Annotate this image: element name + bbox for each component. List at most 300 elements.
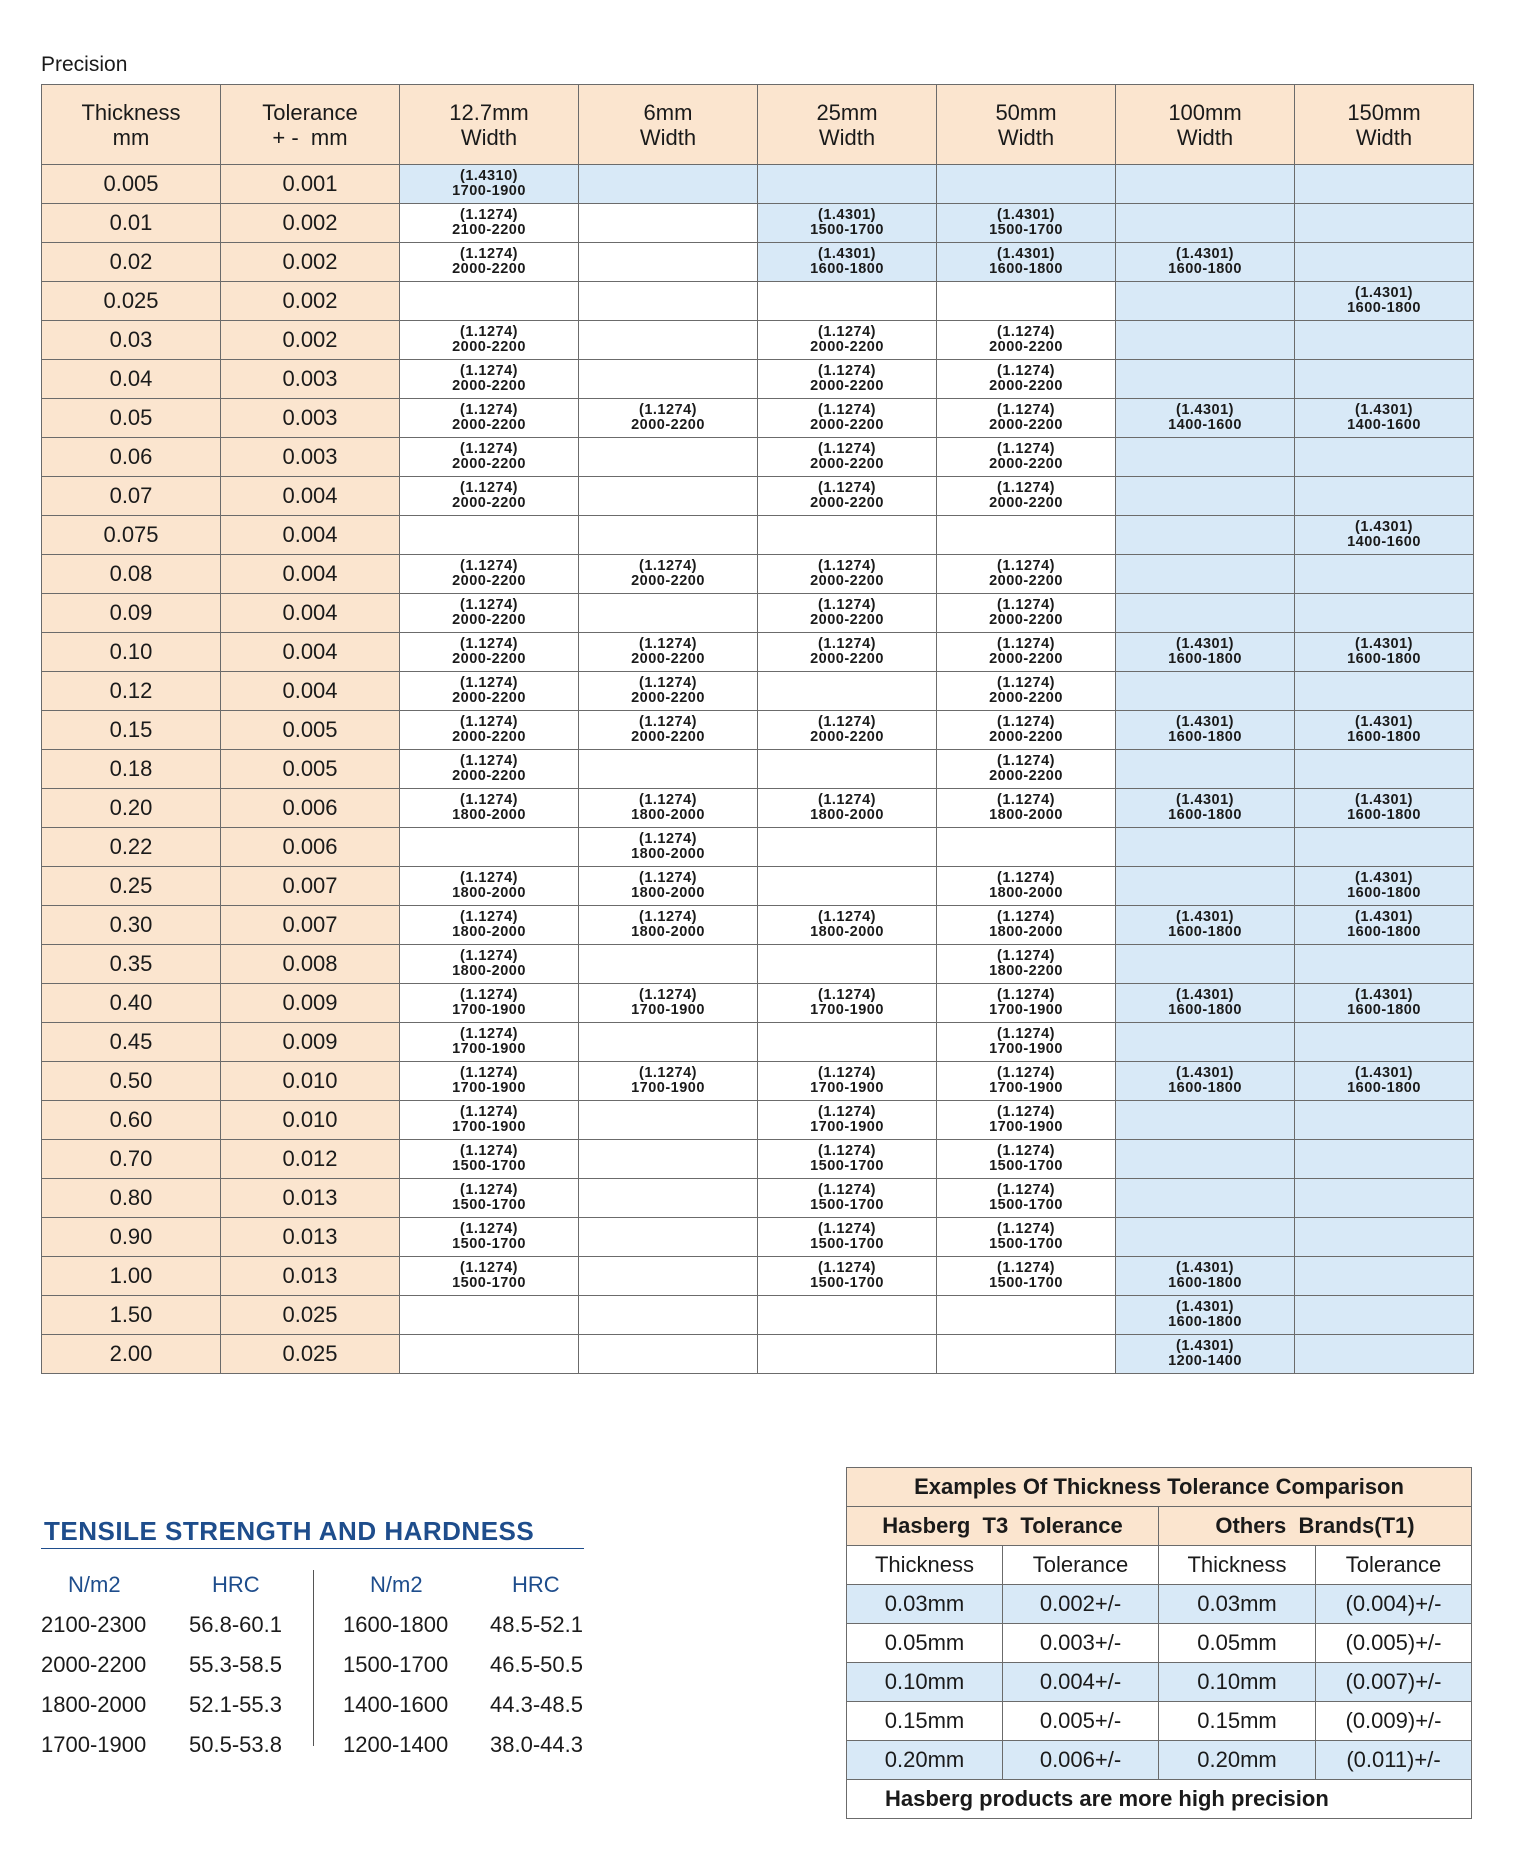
strength-range: 2000-2200 [989, 651, 1063, 667]
grade-cell [579, 360, 758, 399]
grade-entry [758, 1066, 936, 1096]
grade-cell [1295, 906, 1474, 945]
grade-cell [400, 1140, 579, 1179]
table-row [42, 204, 1474, 243]
grade-cell [758, 1179, 937, 1218]
comparison-row [847, 1624, 1472, 1663]
grade-entry [937, 403, 1115, 433]
comparison-cell: 0.20mm [1159, 1741, 1316, 1780]
tolerance-cell: 0.004 [221, 594, 400, 633]
table-row [42, 1101, 1474, 1140]
grade-cell [579, 789, 758, 828]
grade-entry [400, 598, 578, 628]
thickness-cell: 0.20 [42, 789, 221, 828]
grade-entry [758, 325, 936, 355]
grade-code: (1.1274) [996, 363, 1055, 379]
thickness-cell: 0.04 [42, 360, 221, 399]
strength-range: 1800-2000 [631, 807, 705, 823]
tolerance-cell: 0.013 [221, 1218, 400, 1257]
tolerance-cell: 0.003 [221, 360, 400, 399]
grade-entry [1295, 793, 1473, 823]
grade-cell [1116, 282, 1295, 321]
strength-range: 1700-1900 [810, 1080, 884, 1096]
grade-entry [937, 208, 1115, 238]
grade-cell [937, 828, 1116, 867]
table-row [42, 1179, 1474, 1218]
grade-cell [758, 1023, 937, 1062]
grade-code: (1.1274) [996, 636, 1055, 652]
grade-code: (1.1274) [638, 909, 697, 925]
grade-code: (1.1274) [817, 324, 876, 340]
grade-cell [579, 516, 758, 555]
grade-code: (1.1274) [459, 1143, 518, 1159]
tolerance-cell: 0.003 [221, 399, 400, 438]
strength-range: 2000-2200 [989, 339, 1063, 355]
strength-range: 2000-2200 [452, 690, 526, 706]
grade-entry [400, 442, 578, 472]
strength-range: 2000-2200 [810, 612, 884, 628]
thickness-cell: 0.02 [42, 243, 221, 282]
tensile-strength-value: 1700-1900 [41, 1732, 147, 1757]
grade-cell [1295, 1062, 1474, 1101]
grade-cell [1116, 438, 1295, 477]
strength-range: 2000-2200 [989, 729, 1063, 745]
thickness-cell: 0.025 [42, 282, 221, 321]
comparison-cell: 0.006+/- [1003, 1741, 1159, 1780]
table-row [42, 672, 1474, 711]
comparison-cell: 0.03mm [1159, 1585, 1316, 1624]
tolerance-cell: 0.002 [221, 204, 400, 243]
grade-entry [937, 559, 1115, 589]
grade-code: (1.4301) [1175, 1260, 1234, 1276]
grade-cell [1116, 672, 1295, 711]
grade-cell [758, 867, 937, 906]
strength-range: 1600-1800 [1347, 300, 1421, 316]
grade-cell [1116, 555, 1295, 594]
grade-code: (1.1274) [996, 324, 1055, 340]
grade-cell [400, 360, 579, 399]
grade-code: (1.1274) [996, 1026, 1055, 1042]
grade-cell [1116, 1257, 1295, 1296]
comparison-title-row [847, 1468, 1472, 1507]
grade-cell [937, 789, 1116, 828]
strength-range: 1500-1700 [989, 1197, 1063, 1213]
grade-entry [1295, 871, 1473, 901]
table-row [42, 1335, 1474, 1374]
grade-code: (1.1274) [996, 480, 1055, 496]
table-row [42, 555, 1474, 594]
grade-cell [1295, 321, 1474, 360]
grade-cell [1116, 477, 1295, 516]
grade-entry [400, 637, 578, 667]
grade-entry [400, 481, 578, 511]
grade-entry [758, 637, 936, 667]
strength-range: 2000-2200 [989, 768, 1063, 784]
header-width-size: 150mm [1347, 99, 1421, 125]
table-row [42, 594, 1474, 633]
grade-code: (1.4301) [1175, 1338, 1234, 1354]
thickness-cell: 1.00 [42, 1257, 221, 1296]
strength-range: 1600-1800 [1168, 1080, 1242, 1096]
grade-code: (1.1274) [817, 636, 876, 652]
strength-range: 1600-1800 [1168, 1314, 1242, 1330]
header-width-label: Width [997, 124, 1055, 150]
grade-entry [937, 364, 1115, 394]
grade-code: (1.4301) [1354, 714, 1413, 730]
grade-code: (1.1274) [459, 1104, 518, 1120]
grade-cell [579, 984, 758, 1023]
strength-range: 1500-1700 [810, 1236, 884, 1252]
grade-code: (1.1274) [817, 714, 876, 730]
grade-entry [937, 325, 1115, 355]
strength-range: 1800-2000 [452, 885, 526, 901]
grade-code: (1.1274) [996, 753, 1055, 769]
precision-header-row [42, 85, 1474, 165]
thickness-cell: 0.10 [42, 633, 221, 672]
grade-code: (1.4301) [1175, 792, 1234, 808]
strength-range: 2000-2200 [452, 495, 526, 511]
comparison-cell: 0.05mm [847, 1624, 1003, 1663]
grade-cell [1116, 399, 1295, 438]
strength-range: 1500-1700 [989, 1275, 1063, 1291]
grade-entry [1116, 910, 1294, 940]
grade-code: (1.1274) [459, 597, 518, 613]
comparison-cell: 0.10mm [847, 1663, 1003, 1702]
table-row [42, 1023, 1474, 1062]
grade-code: (1.1274) [638, 636, 697, 652]
tensile-strength-value: 2100-2300 [41, 1612, 147, 1637]
grade-entry [937, 1027, 1115, 1057]
thickness-cell: 0.07 [42, 477, 221, 516]
grade-code: (1.4301) [1354, 519, 1413, 535]
thickness-cell: 0.50 [42, 1062, 221, 1101]
grade-cell [937, 1335, 1116, 1374]
grade-code: (1.4301) [1175, 1299, 1234, 1315]
tensile-title: TENSILE STRENGTH AND HARDNESS [44, 1516, 535, 1546]
grade-entry [579, 871, 757, 901]
grade-code: (1.1274) [459, 1182, 518, 1198]
table-row [42, 438, 1474, 477]
grade-cell [400, 243, 579, 282]
grade-cell [937, 1140, 1116, 1179]
grade-cell [937, 711, 1116, 750]
strength-range: 2000-2200 [989, 573, 1063, 589]
grade-cell [937, 750, 1116, 789]
strength-range: 1700-1900 [989, 1002, 1063, 1018]
grade-cell [579, 867, 758, 906]
strength-range: 1500-1700 [810, 1197, 884, 1213]
hardness-value: 46.5-50.5 [490, 1652, 583, 1677]
strength-range: 2000-2200 [631, 729, 705, 745]
grade-cell [937, 867, 1116, 906]
grade-code: (1.4301) [996, 246, 1055, 262]
grade-cell [1295, 555, 1474, 594]
strength-range: 2000-2200 [989, 378, 1063, 394]
hardness-value: 52.1-55.3 [189, 1692, 282, 1717]
thickness-cell: 0.18 [42, 750, 221, 789]
grade-cell [1116, 360, 1295, 399]
grade-cell [1295, 438, 1474, 477]
strength-range: 1700-1900 [452, 1080, 526, 1096]
header-width-size: 12.7mm [449, 99, 529, 125]
strength-range: 1500-1700 [452, 1236, 526, 1252]
header-width-size: 6mm [643, 99, 693, 125]
grade-cell [1295, 1335, 1474, 1374]
thickness-cell: 0.06 [42, 438, 221, 477]
grade-cell [758, 828, 937, 867]
grade-entry [400, 403, 578, 433]
grade-code: (1.4301) [1354, 909, 1413, 925]
thickness-cell: 0.45 [42, 1023, 221, 1062]
grade-cell [937, 360, 1116, 399]
strength-range: 1700-1900 [631, 1080, 705, 1096]
tolerance-cell: 0.013 [221, 1179, 400, 1218]
grade-code: (1.1274) [638, 714, 697, 730]
grade-cell [400, 516, 579, 555]
grade-cell [579, 1140, 758, 1179]
comparison-col-head: Thickness [1159, 1546, 1316, 1585]
grade-cell [1116, 594, 1295, 633]
grade-cell [758, 360, 937, 399]
strength-range: 1500-1700 [810, 1158, 884, 1174]
table-row [42, 1257, 1474, 1296]
grade-cell [579, 477, 758, 516]
grade-cell [1116, 321, 1295, 360]
grade-code: (1.4301) [1175, 402, 1234, 418]
header-width-label: Width [460, 124, 518, 150]
grade-code: (1.1274) [817, 441, 876, 457]
tolerance-cell: 0.010 [221, 1062, 400, 1101]
grade-cell [400, 204, 579, 243]
strength-range: 2000-2200 [810, 729, 884, 745]
grade-cell [400, 321, 579, 360]
comparison-col-head: Thickness [847, 1546, 1003, 1585]
strength-range: 1500-1700 [452, 1158, 526, 1174]
grade-cell [937, 282, 1116, 321]
grade-entry [400, 793, 578, 823]
tensile-col-head-hrc-right: HRC [512, 1572, 560, 1597]
grade-cell [758, 438, 937, 477]
table-row [42, 282, 1474, 321]
comparison-group-others: Others Brands(T1) [1159, 1507, 1472, 1546]
grade-cell [579, 282, 758, 321]
grade-cell [758, 555, 937, 594]
grade-code: (1.1274) [996, 675, 1055, 691]
grade-code: (1.1274) [638, 558, 697, 574]
tensile-strength-value: 1800-2000 [41, 1692, 147, 1717]
grade-cell [400, 984, 579, 1023]
grade-cell [400, 1218, 579, 1257]
grade-entry [758, 364, 936, 394]
grade-cell [1116, 1140, 1295, 1179]
strength-range: 2000-2200 [452, 456, 526, 472]
strength-range: 1700-1900 [452, 183, 526, 199]
grade-cell [1295, 516, 1474, 555]
grade-cell [579, 1257, 758, 1296]
grade-entry [1295, 1066, 1473, 1096]
grade-cell [937, 906, 1116, 945]
grade-code: (1.1274) [638, 831, 697, 847]
grade-cell [579, 1101, 758, 1140]
grade-code: (1.1274) [638, 792, 697, 808]
grade-cell [1116, 243, 1295, 282]
grade-code: (1.1274) [817, 363, 876, 379]
grade-entry [400, 247, 578, 277]
tolerance-cell: 0.007 [221, 867, 400, 906]
hardness-value: 50.5-53.8 [189, 1732, 282, 1757]
comparison-group-hasberg: Hasberg T3 Tolerance [847, 1507, 1159, 1546]
strength-range: 1700-1900 [631, 1002, 705, 1018]
grade-cell [758, 594, 937, 633]
header-width-label: Width [639, 124, 697, 150]
grade-cell [1116, 1296, 1295, 1335]
grade-entry [758, 208, 936, 238]
table-row [42, 477, 1474, 516]
comparison-table-body [847, 1468, 1472, 1819]
strength-range: 2000-2200 [452, 651, 526, 667]
comparison-cell: (0.007)+/- [1316, 1663, 1472, 1702]
grade-entry [758, 1144, 936, 1174]
grade-code: (1.1274) [996, 558, 1055, 574]
grade-cell [1116, 1218, 1295, 1257]
grade-entry [1295, 715, 1473, 745]
grade-code: (1.1274) [817, 402, 876, 418]
grade-entry [937, 1183, 1115, 1213]
header-width-150mm [1295, 85, 1474, 165]
grade-code: (1.4301) [817, 207, 876, 223]
tolerance-cell: 0.005 [221, 750, 400, 789]
grade-cell [579, 1335, 758, 1374]
thickness-cell: 0.05 [42, 399, 221, 438]
grade-cell [937, 672, 1116, 711]
grade-cell [758, 789, 937, 828]
grade-code: (1.1274) [459, 441, 518, 457]
comparison-cell: (0.011)+/- [1316, 1741, 1472, 1780]
grade-code: (1.1274) [996, 597, 1055, 613]
grade-code: (1.1274) [996, 402, 1055, 418]
thickness-cell: 0.30 [42, 906, 221, 945]
comparison-cell: 0.10mm [1159, 1663, 1316, 1702]
grade-cell [400, 711, 579, 750]
grade-entry [579, 637, 757, 667]
strength-range: 1700-1900 [989, 1041, 1063, 1057]
strength-range: 2000-2200 [810, 417, 884, 433]
grade-entry [937, 1105, 1115, 1135]
grade-code: (1.1274) [817, 987, 876, 1003]
grade-cell [937, 1218, 1116, 1257]
grade-cell [1295, 750, 1474, 789]
grade-cell [758, 633, 937, 672]
tensile-title-underline [41, 1548, 584, 1549]
grade-cell [937, 945, 1116, 984]
thickness-cell: 0.80 [42, 1179, 221, 1218]
grade-entry [758, 1222, 936, 1252]
grade-cell [579, 594, 758, 633]
table-row [42, 828, 1474, 867]
grade-code: (1.1274) [459, 1221, 518, 1237]
grade-code: (1.4301) [1175, 714, 1234, 730]
tolerance-cell: 0.006 [221, 789, 400, 828]
grade-cell [579, 555, 758, 594]
strength-range: 1400-1600 [1168, 417, 1242, 433]
table-row [42, 516, 1474, 555]
thickness-cell: 0.08 [42, 555, 221, 594]
strength-range: 1600-1800 [1347, 651, 1421, 667]
grade-entry [758, 910, 936, 940]
header-width-label: Width [818, 124, 876, 150]
grade-cell [758, 204, 937, 243]
grade-cell [758, 1101, 937, 1140]
grade-entry [400, 169, 578, 199]
grade-cell [400, 399, 579, 438]
grade-entry [579, 1066, 757, 1096]
grade-entry [1295, 403, 1473, 433]
table-row [42, 243, 1474, 282]
grade-cell [400, 282, 579, 321]
grade-cell [937, 399, 1116, 438]
grade-code: (1.1274) [459, 753, 518, 769]
grade-cell [1116, 204, 1295, 243]
comparison-cell: (0.004)+/- [1316, 1585, 1472, 1624]
grade-cell [400, 438, 579, 477]
strength-range: 1600-1800 [1347, 1002, 1421, 1018]
precision-table-body [42, 165, 1474, 1374]
grade-cell [758, 984, 937, 1023]
grade-entry [400, 1144, 578, 1174]
grade-code: (1.4301) [1354, 870, 1413, 886]
grade-cell [758, 1218, 937, 1257]
comparison-footer-row [847, 1780, 1472, 1819]
grade-code: (1.1274) [817, 558, 876, 574]
table-row [42, 867, 1474, 906]
grade-cell [937, 1101, 1116, 1140]
grade-code: (1.4301) [1354, 1065, 1413, 1081]
grade-cell [579, 399, 758, 438]
tolerance-cell: 0.025 [221, 1335, 400, 1374]
header-width-50mm [937, 85, 1116, 165]
grade-code: (1.1274) [996, 1143, 1055, 1159]
grade-cell [937, 1062, 1116, 1101]
header-thickness-line2: mm [112, 124, 150, 150]
header-width-size: 50mm [995, 99, 1057, 125]
grade-entry [758, 1183, 936, 1213]
tensile-strength-value: 1600-1800 [343, 1612, 449, 1637]
strength-range: 1800-2000 [452, 924, 526, 940]
tensile-col-head-nm2-left: N/m2 [68, 1572, 121, 1597]
grade-cell [1116, 789, 1295, 828]
grade-cell [579, 165, 758, 204]
grade-cell [758, 1257, 937, 1296]
grade-cell [1295, 360, 1474, 399]
hardness-value: 48.5-52.1 [490, 1612, 583, 1637]
grade-cell [1295, 477, 1474, 516]
grade-code: (1.4301) [1175, 636, 1234, 652]
grade-cell [1295, 1101, 1474, 1140]
grade-entry [579, 403, 757, 433]
grade-entry [1116, 1339, 1294, 1369]
grade-cell [1295, 945, 1474, 984]
grade-entry [579, 793, 757, 823]
grade-code: (1.1274) [459, 207, 518, 223]
grade-cell [758, 672, 937, 711]
grade-cell [758, 711, 937, 750]
grade-code: (1.1274) [996, 792, 1055, 808]
comparison-cell: 0.004+/- [1003, 1663, 1159, 1702]
grade-code: (1.1274) [817, 480, 876, 496]
grade-cell [1116, 945, 1295, 984]
grade-code: (1.1274) [638, 1065, 697, 1081]
tolerance-cell: 0.004 [221, 555, 400, 594]
